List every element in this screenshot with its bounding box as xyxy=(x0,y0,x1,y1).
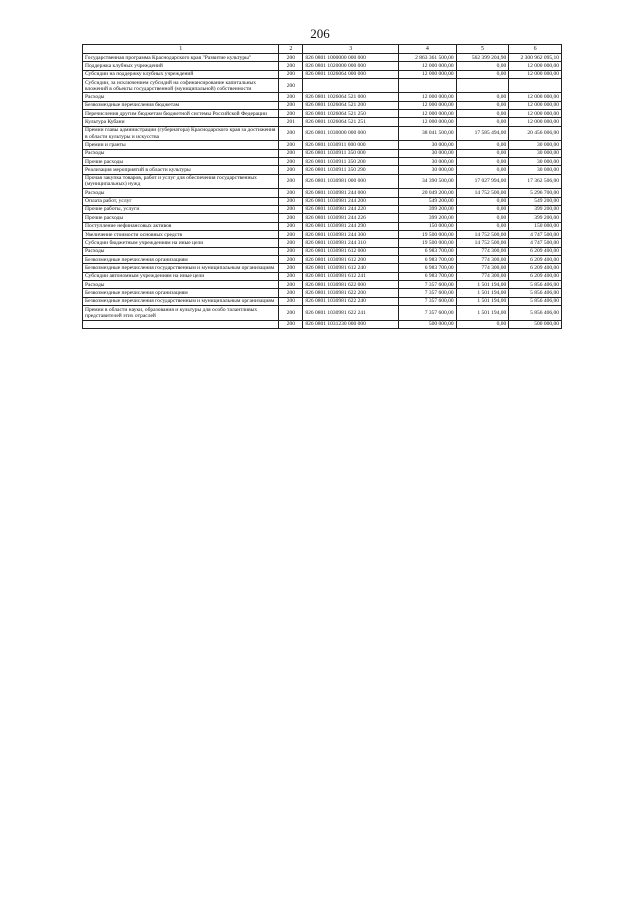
executed-amount-cell: 1 501 194,00 xyxy=(456,306,509,321)
row-name-cell: Прочая закупка товаров, работ и услуг для обеспечения государственных (муниципальных) нужд xyxy=(83,174,279,189)
table-row xyxy=(83,53,562,61)
remaining-amount-cell: 6 209 400,00 xyxy=(509,247,562,255)
line-code-cell: 200 xyxy=(279,239,303,247)
line-code-cell: 200 xyxy=(279,264,303,272)
row-name-cell: Безвозмездные перечисления организациям xyxy=(83,255,279,263)
approved-amount-cell: 19 500 000,00 xyxy=(399,230,456,238)
budget-code-cell: 826 0801 1030981 244 220 xyxy=(303,205,399,213)
budget-code-cell: 826 0801 1030981 244 310 xyxy=(303,239,399,247)
row-name-cell: Субсидии автономным учреждениям на иные цели xyxy=(83,272,279,280)
executed-amount-cell: 14 752 500,00 xyxy=(456,239,509,247)
column-header: 4 xyxy=(399,45,456,54)
line-code-cell: 200 xyxy=(279,247,303,255)
row-name-cell: Расходы xyxy=(83,189,279,197)
approved-amount-cell: 549 200,00 xyxy=(399,197,456,205)
budget-code-cell: 826 0801 1030981 612 200 xyxy=(303,255,399,263)
table-row xyxy=(83,272,562,280)
approved-amount-cell: 19 500 000,00 xyxy=(399,239,456,247)
remaining-amount-cell: 30 000,00 xyxy=(509,166,562,174)
approved-amount-cell: 6 983 700,00 xyxy=(399,264,456,272)
row-name-cell: Субсидии, за исключением субсидий на софинансирование капитальных вложений в объекты государственной (муниципальной) собственности xyxy=(83,78,279,93)
row-name-cell: Безвозмездные перечисления бюджетам xyxy=(83,101,279,109)
remaining-amount-cell: 5 856 406,00 xyxy=(509,289,562,297)
line-code-cell: 200 xyxy=(279,272,303,280)
column-header: 3 xyxy=(303,45,399,54)
line-code-cell: 200 xyxy=(279,197,303,205)
row-name-cell: Расходы xyxy=(83,93,279,101)
line-code-cell: 200 xyxy=(279,320,303,328)
approved-amount-cell: 7 357 600,00 xyxy=(399,306,456,321)
column-header: 6 xyxy=(509,45,562,54)
budget-code-cell: 826 0801 1026064 000 000 xyxy=(303,70,399,78)
approved-amount-cell: 30 000,00 xyxy=(399,166,456,174)
budget-code-cell: 826 0801 1000000 000 000 xyxy=(303,53,399,61)
line-code-cell: 200 xyxy=(279,174,303,189)
budget-code-cell: 826 0801 1030911 350 290 xyxy=(303,166,399,174)
remaining-amount-cell: 12 000 000,00 xyxy=(509,70,562,78)
approved-amount-cell: 30 000,00 xyxy=(399,141,456,149)
remaining-amount-cell: 30 000,00 xyxy=(509,158,562,166)
executed-amount-cell: 0,00 xyxy=(456,62,509,70)
row-name-cell: Безвозмездные перечисления организациям xyxy=(83,289,279,297)
executed-amount-cell: 562 399 204,90 xyxy=(456,53,509,61)
remaining-amount-cell: 549 200,00 xyxy=(509,197,562,205)
approved-amount-cell: 12 000 000,00 xyxy=(399,93,456,101)
remaining-amount-cell: 30 000,00 xyxy=(509,149,562,157)
approved-amount-cell: 7 357 600,00 xyxy=(399,297,456,305)
approved-amount-cell: 399 200,00 xyxy=(399,214,456,222)
executed-amount-cell: 1 501 194,00 xyxy=(456,280,509,288)
approved-amount-cell: 399 200,00 xyxy=(399,205,456,213)
table-row xyxy=(83,197,562,205)
budget-code-cell: 826 0801 1030981 244 000 xyxy=(303,189,399,197)
table-row xyxy=(83,141,562,149)
line-code-cell: 200 xyxy=(279,62,303,70)
remaining-amount-cell xyxy=(509,78,562,93)
table-row xyxy=(83,264,562,272)
budget-code-cell: 826 0801 1030981 000 000 xyxy=(303,174,399,189)
table-row xyxy=(83,280,562,288)
table-row xyxy=(83,230,562,238)
approved-amount-cell: 2 863 361 500,00 xyxy=(399,53,456,61)
row-name-cell: Перечисления другим бюджетам бюджетной системы Российской Федерации xyxy=(83,110,279,118)
remaining-amount-cell: 399 200,00 xyxy=(509,205,562,213)
remaining-amount-cell: 17 362 506,00 xyxy=(509,174,562,189)
approved-amount-cell: 150 000,00 xyxy=(399,222,456,230)
remaining-amount-cell: 20 456 006,00 xyxy=(509,126,562,141)
remaining-amount-cell: 5 296 700,00 xyxy=(509,189,562,197)
line-code-cell: 200 xyxy=(279,158,303,166)
executed-amount-cell xyxy=(456,78,509,93)
budget-code-cell: 826 0801 1026064 521 000 xyxy=(303,93,399,101)
approved-amount-cell: 6 983 700,00 xyxy=(399,247,456,255)
budget-code-cell: 826 0801 1026064 521 251 xyxy=(303,118,399,126)
row-name-cell: Безвозмездные перечисления государственным и муниципальным организациям xyxy=(83,297,279,305)
row-name-cell: Расходы xyxy=(83,149,279,157)
remaining-amount-cell: 6 209 400,00 xyxy=(509,264,562,272)
budget-table-wrapper xyxy=(82,44,562,899)
remaining-amount-cell: 12 000 000,00 xyxy=(509,118,562,126)
executed-amount-cell: 0,00 xyxy=(456,197,509,205)
row-name-cell: Премии и гранты xyxy=(83,141,279,149)
executed-amount-cell: 0,00 xyxy=(456,320,509,328)
row-name-cell: Субсидии бюджетным учреждениям на иные цели xyxy=(83,239,279,247)
table-row xyxy=(83,255,562,263)
budget-code-cell: 826 0801 1030911 350 200 xyxy=(303,158,399,166)
executed-amount-cell: 0,00 xyxy=(456,70,509,78)
line-code-cell: 200 xyxy=(279,70,303,78)
remaining-amount-cell: 150 000,00 xyxy=(509,222,562,230)
approved-amount-cell: 12 000 000,00 xyxy=(399,70,456,78)
row-name-cell xyxy=(83,320,279,328)
budget-table-body xyxy=(83,45,562,329)
budget-code-cell: 826 0801 1026064 521 200 xyxy=(303,101,399,109)
approved-amount-cell: 7 357 600,00 xyxy=(399,289,456,297)
approved-amount-cell: 38 041 500,00 xyxy=(399,126,456,141)
line-code-cell: 200 xyxy=(279,222,303,230)
row-name-cell: Премии в области науки, образования и культуры для особо талантливых представителей этих отраслей xyxy=(83,306,279,321)
line-code-cell: 200 xyxy=(279,126,303,141)
approved-amount-cell: 6 983 700,00 xyxy=(399,272,456,280)
row-name-cell: Расходы xyxy=(83,247,279,255)
approved-amount-cell: 6 983 700,00 xyxy=(399,255,456,263)
remaining-amount-cell: 12 000 000,00 xyxy=(509,93,562,101)
executed-amount-cell: 0,00 xyxy=(456,149,509,157)
row-name-cell: Прочие работы, услуги xyxy=(83,205,279,213)
table-row xyxy=(83,205,562,213)
row-name-cell: Поступление нефинансовых активов xyxy=(83,222,279,230)
table-row xyxy=(83,222,562,230)
approved-amount-cell: 30 000,00 xyxy=(399,149,456,157)
table-row xyxy=(83,149,562,157)
executed-amount-cell: 1 501 194,00 xyxy=(456,289,509,297)
executed-amount-cell: 0,00 xyxy=(456,205,509,213)
approved-amount-cell: 500 000,00 xyxy=(399,320,456,328)
line-code-cell: 200 xyxy=(279,214,303,222)
budget-code-cell: 826 0801 1031230 000 000 xyxy=(303,320,399,328)
row-name-cell: Культура Кубани xyxy=(83,118,279,126)
approved-amount-cell: 34 390 500,00 xyxy=(399,174,456,189)
line-code-cell: 200 xyxy=(279,289,303,297)
remaining-amount-cell: 12 000 000,00 xyxy=(509,101,562,109)
table-row xyxy=(83,320,562,328)
line-code-cell: 200 xyxy=(279,166,303,174)
budget-code-cell: 826 0801 1030981 622 240 xyxy=(303,297,399,305)
line-code-cell: 200 xyxy=(279,93,303,101)
remaining-amount-cell: 5 856 406,00 xyxy=(509,280,562,288)
table-row xyxy=(83,110,562,118)
remaining-amount-cell: 4 747 500,00 xyxy=(509,230,562,238)
line-code-cell: 200 xyxy=(279,78,303,93)
approved-amount-cell: 30 000,00 xyxy=(399,158,456,166)
budget-code-cell: 826 0801 1030911 350 000 xyxy=(303,149,399,157)
executed-amount-cell: 774 300,00 xyxy=(456,247,509,255)
column-header: 5 xyxy=(456,45,509,54)
row-name-cell: Прочие расходы xyxy=(83,214,279,222)
table-row xyxy=(83,78,562,93)
budget-code-cell: 826 0801 1030981 244 200 xyxy=(303,197,399,205)
budget-code-cell xyxy=(303,78,399,93)
approved-amount-cell: 12 000 000,00 xyxy=(399,110,456,118)
executed-amount-cell: 774 300,00 xyxy=(456,255,509,263)
line-code-cell: 200 xyxy=(279,297,303,305)
line-code-cell: 200 xyxy=(279,53,303,61)
line-code-cell: 200 xyxy=(279,230,303,238)
budget-code-cell: 826 0801 1030981 612 241 xyxy=(303,272,399,280)
table-row xyxy=(83,70,562,78)
remaining-amount-cell: 6 209 400,00 xyxy=(509,272,562,280)
row-name-cell: Расходы xyxy=(83,280,279,288)
executed-amount-cell: 17 027 994,00 xyxy=(456,174,509,189)
budget-code-cell: 826 0801 1030981 244 290 xyxy=(303,222,399,230)
executed-amount-cell: 0,00 xyxy=(456,93,509,101)
remaining-amount-cell: 6 209 400,00 xyxy=(509,255,562,263)
approved-amount-cell: 20 049 200,00 xyxy=(399,189,456,197)
column-header: 2 xyxy=(279,45,303,54)
executed-amount-cell: 774 300,00 xyxy=(456,264,509,272)
executed-amount-cell: 0,00 xyxy=(456,158,509,166)
remaining-amount-cell: 5 856 406,00 xyxy=(509,297,562,305)
table-row xyxy=(83,166,562,174)
executed-amount-cell: 17 585 494,00 xyxy=(456,126,509,141)
budget-code-cell: 826 0801 1030981 612 000 xyxy=(303,247,399,255)
executed-amount-cell: 0,00 xyxy=(456,141,509,149)
remaining-amount-cell: 4 747 500,00 xyxy=(509,239,562,247)
budget-code-cell: 826 0801 1030981 622 241 xyxy=(303,306,399,321)
executed-amount-cell: 0,00 xyxy=(456,214,509,222)
executed-amount-cell: 14 752 500,00 xyxy=(456,189,509,197)
line-code-cell: 200 xyxy=(279,101,303,109)
table-row xyxy=(83,158,562,166)
table-row xyxy=(83,126,562,141)
remaining-amount-cell: 12 000 000,00 xyxy=(509,110,562,118)
remaining-amount-cell: 12 000 000,00 xyxy=(509,62,562,70)
line-code-cell: 200 xyxy=(279,110,303,118)
row-name-cell: Субсидии на поддержку клубных учреждений xyxy=(83,70,279,78)
executed-amount-cell: 774 300,00 xyxy=(456,272,509,280)
executed-amount-cell: 0,00 xyxy=(456,166,509,174)
table-row xyxy=(83,247,562,255)
row-name-cell: Увеличение стоимости основных средств xyxy=(83,230,279,238)
row-name-cell: Оплата работ, услуг xyxy=(83,197,279,205)
remaining-amount-cell: 5 856 406,00 xyxy=(509,306,562,321)
remaining-amount-cell: 399 200,00 xyxy=(509,214,562,222)
remaining-amount-cell: 2 300 962 095,10 xyxy=(509,53,562,61)
approved-amount-cell: 12 000 000,00 xyxy=(399,118,456,126)
table-row xyxy=(83,189,562,197)
budget-code-cell: 826 0801 1030911 000 000 xyxy=(303,141,399,149)
budget-code-cell: 826 0801 1030981 622 000 xyxy=(303,280,399,288)
budget-table xyxy=(82,44,562,329)
line-code-cell: 200 xyxy=(279,189,303,197)
budget-code-cell: 826 0801 1030000 000 000 xyxy=(303,126,399,141)
row-name-cell: Государственная программа Краснодарского края "Развитие культуры" xyxy=(83,53,279,61)
line-code-cell: 200 xyxy=(279,306,303,321)
budget-code-cell: 826 0801 1026064 521 250 xyxy=(303,110,399,118)
line-code-cell: 200 xyxy=(279,280,303,288)
line-code-cell: 200 xyxy=(279,255,303,263)
executed-amount-cell: 0,00 xyxy=(456,222,509,230)
executed-amount-cell: 0,00 xyxy=(456,101,509,109)
line-code-cell: 200 xyxy=(279,205,303,213)
approved-amount-cell: 12 000 000,00 xyxy=(399,62,456,70)
row-name-cell: Безвозмездные перечисления государственным и муниципальным организациям xyxy=(83,264,279,272)
approved-amount-cell: 12 000 000,00 xyxy=(399,101,456,109)
budget-code-cell: 826 0801 1030981 622 200 xyxy=(303,289,399,297)
budget-code-cell: 826 0801 1030981 244 300 xyxy=(303,230,399,238)
table-row xyxy=(83,62,562,70)
table-row xyxy=(83,174,562,189)
budget-code-cell: 826 0801 1030981 244 226 xyxy=(303,214,399,222)
approved-amount-cell xyxy=(399,78,456,93)
row-name-cell: Поддержка клубных учреждений xyxy=(83,62,279,70)
row-name-cell: Премии главы администрации (губернатора) Краснодарского края за достижения в области культуры и искусства xyxy=(83,126,279,141)
page-number: 206 xyxy=(310,26,330,41)
remaining-amount-cell: 30 000,00 xyxy=(509,141,562,149)
budget-code-cell: 826 0801 1030981 612 240 xyxy=(303,264,399,272)
executed-amount-cell: 14 752 500,00 xyxy=(456,230,509,238)
remaining-amount-cell: 500 000,00 xyxy=(509,320,562,328)
row-name-cell: Реализация мероприятий в области культуры xyxy=(83,166,279,174)
line-code-cell: 200 xyxy=(279,141,303,149)
line-code-cell: 201 xyxy=(279,118,303,126)
table-row xyxy=(83,297,562,305)
line-code-cell: 200 xyxy=(279,149,303,157)
table-header-row xyxy=(83,45,562,54)
table-row xyxy=(83,101,562,109)
table-row xyxy=(83,118,562,126)
executed-amount-cell: 1 501 194,00 xyxy=(456,297,509,305)
executed-amount-cell: 0,00 xyxy=(456,118,509,126)
row-name-cell: Прочие расходы xyxy=(83,158,279,166)
table-row xyxy=(83,214,562,222)
table-row xyxy=(83,306,562,321)
approved-amount-cell: 7 357 600,00 xyxy=(399,280,456,288)
table-row xyxy=(83,93,562,101)
executed-amount-cell: 0,00 xyxy=(456,110,509,118)
table-row xyxy=(83,289,562,297)
table-row xyxy=(83,239,562,247)
budget-code-cell: 826 0801 1020000 000 000 xyxy=(303,62,399,70)
column-header: 1 xyxy=(83,45,279,54)
